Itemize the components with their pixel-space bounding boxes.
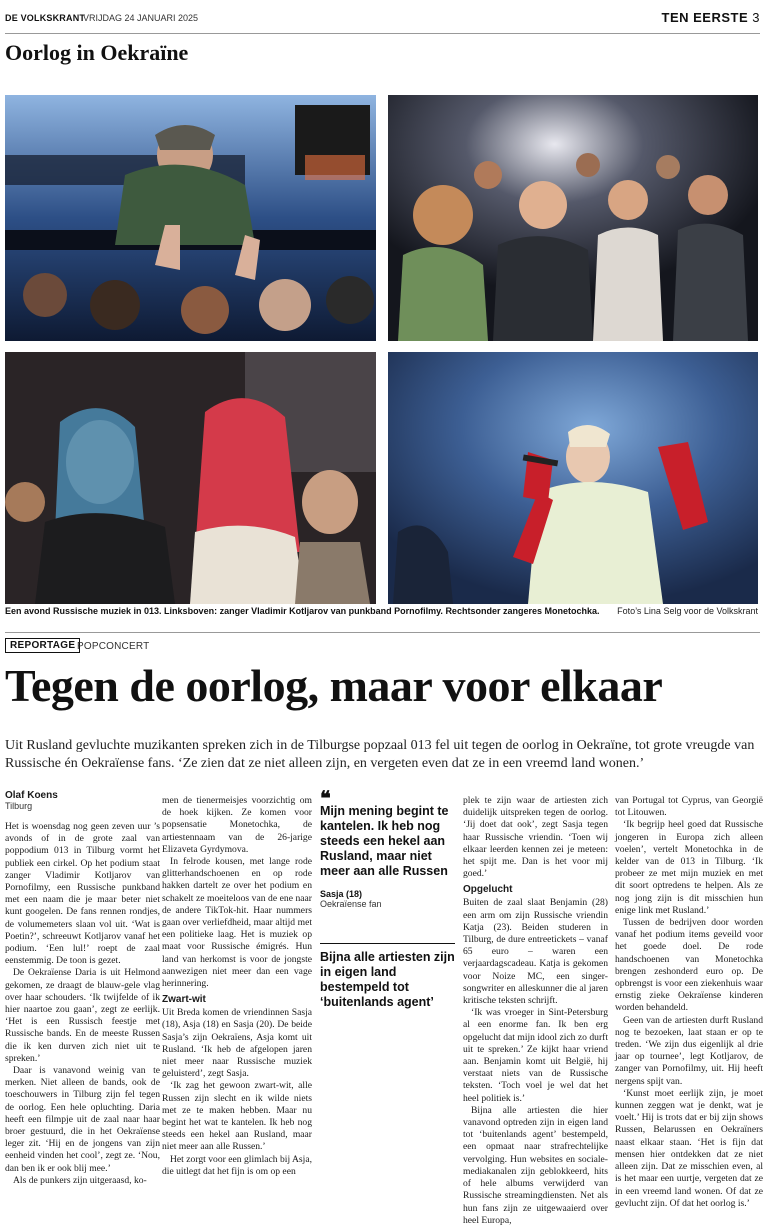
header-rule bbox=[5, 33, 760, 34]
quote-author: Sasja (18) bbox=[320, 889, 363, 899]
publication-name: DE VOLKSKRANT bbox=[5, 13, 86, 23]
paragraph: De Oekraïense Daria is uit Helmond gekomen, ze draagt de blauw-gele vlag over haar schouders. ‘Ik twijfelde of ik hier naartoe zou gaan’, zegt ze eerlijk. ‘Het is een Russisch feestje met Russische bands. En de meeste Russen die ik ken durven zich niet uit te spreken.’ bbox=[5, 967, 160, 1064]
paragraph: Tussen de bedrijven door worden vanaf het podium items geveild voor het goede doel. De rode handschoenen van Monetochka brengen zeshonderd euro op. De opbrengst is voor een ziekenhuis waar ernstig zieke Oekraïense kinderen worden behandeld. bbox=[615, 917, 763, 1014]
paragraph: Als de punkers zijn uitgeraasd, ko- bbox=[13, 1174, 147, 1186]
photo-caption: Een avond Russische muziek in 013. Linksboven: zanger Vladimir Kotljarov van punkband Pornofilmy. Rechtsonder zangeres Monetochka. bbox=[5, 606, 600, 616]
paragraph: ‘Kunst moet eerlijk zijn, je moet kunnen zeggen wat je denkt, wat je voelt.’ Hij is trots dat er bij zijn shows Russen, Belarussen en Oekraïners naast elkaar staan. ‘Het is fijn dat mensen hier ontdekken dat ze niet alleen zijn. Dat ze misschien even, al is het maar een uurtje, vergeten dat ze in een vreemd land wonen. Of dat ze gevlucht zijn. Of dat het oorlog is.’ bbox=[615, 1087, 763, 1209]
photo-fans bbox=[5, 352, 376, 604]
caption-rule bbox=[5, 632, 760, 633]
article-column-3 bbox=[463, 795, 608, 1227]
photo-crowd bbox=[388, 95, 758, 341]
byline-place: Tilburg bbox=[5, 801, 33, 811]
paragraph: Het is woensdag nog geen zeven uur ’s avonds of in de grote zaal van poppodium 013 in Tilburg vormt het publiek een cirkel. Op het podium staat zanger Vladimir Kotljarov van Pornofilmy, een Russische punkband met een naam die je maar beter niet kunt googelen. De fans rennen rondjes, de volumemeters slaan vol uit. ‘Wat is Poetin?’, schreeuwt Kotljarov vanaf het podium. ‘Een lul!’ roept de zaal eenstemmig. De toon is gezet. bbox=[5, 821, 160, 967]
quote-mark-icon: ❝ bbox=[320, 788, 331, 810]
subheading-opgelucht: Opgelucht bbox=[463, 884, 513, 896]
paragraph: Buiten de zaal slaat Benjamin (28) een arm om zijn Russische vriendin Katja (23). Beiden studeren in Tilburg, de dure entreetickets – vanaf 65 euro – waren een verjaardagscadeau. Katja is gekomen voor Noize MC, een singer-songwriter en alleskunner die al jaren kritische teksten schrijft. bbox=[463, 897, 608, 1007]
paragraph: ‘Ik was vroeger in Sint-Petersburg al een enorme fan. Ik ben erg opgelucht dat mijn idool zich zo durft uit te spreken.’ Ze kijkt haar vriend aan. Benjamin komt uit België, hij verstaat niets van de Russische teksten. ‘Toch voel je wel dat het heel politiek is.’ bbox=[463, 1007, 608, 1104]
lead-paragraph: Uit Rusland gevluchte muzikanten spreken zich in de Tilburgse popzaal 013 fel uit tegen de oorlog in Oekraïne, tot grote vreugde van Russische én Oekraïense fans. ‘Ze zien dat ze niet alleen zijn, en vergeten even dat ze in een vreemd land wonen.’ bbox=[5, 738, 755, 771]
byline-author: Olaf Koens bbox=[5, 790, 58, 801]
article-column-2 bbox=[162, 795, 312, 1178]
photo-credit: Foto’s Lina Selg voor de Volkskrant bbox=[617, 606, 758, 616]
paragraph: ‘Ik begrijp heel goed dat Russische jongeren in Europa zich alleen voelen’, vertelt Monetochka in de kelder van de 013 in Tilburg. ‘Ik probeer ze met mijn muziek en met dit soort optredens te helpen. Als ze nog jong zijn is dit misschien hun enige link met Rusland.’ bbox=[615, 819, 763, 916]
quote-box bbox=[320, 788, 455, 909]
paragraph: Bijna alle artiesten die hier vanavond optreden zijn in eigen land tot ‘buitenlands agent’ bestempeld, een opmaat naar strafrechtelijke vervolging. Hun websites en sociale-mediakanalen zijn geblokkeerd, hits of hele albums verwijderd van Russische streamingdiensten. Net als hun fans zijn ze uitgewaaierd over heel Europa, bbox=[463, 1104, 608, 1226]
article-column-4 bbox=[615, 795, 763, 1210]
paragraph: Daar is vanavond weinig van te merken. Niet alleen de bands, ook de toeschouwers in Tilburg zijn fel tegen de oorlog. Een hele opluchting. Daria heeft een filmpje uit de zaal naar haar broer gestuurd, die in het Oekraïense leger zit. ‘Hij en de jongens van zijn eenheid vinden het cool’, zegt ze. ‘Nou, dan ben ik er ook blij mee.’ bbox=[5, 1065, 160, 1174]
page-header bbox=[5, 10, 760, 30]
quote-author-role: Oekraïense fan bbox=[320, 899, 382, 909]
paragraph: Uit Breda komen de vriendinnen Sasja (18), Asja (18) en Sasja (20). De beide Sasja’s zijn Oekraïens, Asja komt uit Rusland. ‘Ik heb de afgelopen jaren niet meer naar Russische muziek geluisterd’, zegt Sasja. bbox=[162, 1007, 312, 1080]
paragraph: men de tienermeisjes voorzichtig om de hoek kijken. Ze komen voor popsensatie Monetochka, de artiestennaam van de 26-jarige Elizaveta Gyrdymova. bbox=[162, 795, 312, 855]
genre-subtag: POPCONCERT bbox=[77, 641, 150, 652]
page-number: 3 bbox=[752, 10, 760, 25]
paragraph: Geen van de artiesten durft Rusland nog te bezoeken, laat staan er op te treden. ‘We zijn dus eigenlijk al drie jaar op tournee’, legt Kotljarov, de zanger van Pornofilmy, uit. Hij heeft nergens spijt van. bbox=[615, 1014, 763, 1087]
section-label: TEN EERSTE bbox=[661, 10, 749, 25]
photo-singer-kotljarov bbox=[5, 95, 376, 341]
paragraph: Het zorgt voor een glimlach bij Asja, die uitlegt dat het fijn is om op een bbox=[162, 1153, 312, 1177]
paragraph: In felrode kousen, met lange rode glitterhandschoenen en op rode hakken dartelt ze over het podium en schakelt ze moeiteloos van de ene naar de andere TikTok-hit. Haar nummers gaan over verliefdheid, maar altijd met een politieke laag. Het is muziek op maat voor Russische émigrés. Hun land van herkomst is voor de jongste aanwezigen niet meer dan een vage herinnering. bbox=[162, 856, 312, 990]
article-column-1 bbox=[5, 790, 160, 1187]
paragraph: van Portugal tot Cyprus, van Georgië tot Litouwen. bbox=[615, 795, 763, 819]
headline: Tegen de oorlog, maar voor elkaar bbox=[5, 660, 663, 711]
issue-date: VRIJDAG 24 JANUARI 2025 bbox=[83, 13, 199, 23]
genre-tag: REPORTAGE bbox=[5, 638, 80, 653]
paragraph: ‘Ik zag het gewoon zwart-wit, alle Russen zijn slecht en ik wilde niets met ze te maken hebben. Maar nu begint het wat te kantelen. Ik heb nog steeds een hekel aan Rusland, maar niet meer aan alle Russen.’ bbox=[162, 1080, 312, 1153]
subheading-zwart-wit: Zwart-wit bbox=[162, 994, 206, 1006]
photo-singer-monetochka bbox=[388, 352, 758, 604]
topic-title: Oorlog in Oekraïne bbox=[5, 40, 189, 65]
quote-text: Mijn mening begint te kantelen. Ik heb nog steeds een hekel aan Rusland, maar niet meer aan alle Russen bbox=[320, 804, 449, 878]
pull-quote: Bijna alle artiesten zijn in eigen land bestempeld tot ‘buitenlands agent’ bbox=[320, 943, 455, 1010]
paragraph: plek te zijn waar de artiesten zich duidelijk uitspreken tegen de oorlog. ‘Jij doet dat ook’, zegt Sasja tegen haar Russische vriendin. ‘Toen wij elkaar leerden kennen zei je meteen: het spijt me. Dan is het voor mij goed.’ bbox=[463, 795, 608, 880]
section-name bbox=[662, 10, 760, 25]
